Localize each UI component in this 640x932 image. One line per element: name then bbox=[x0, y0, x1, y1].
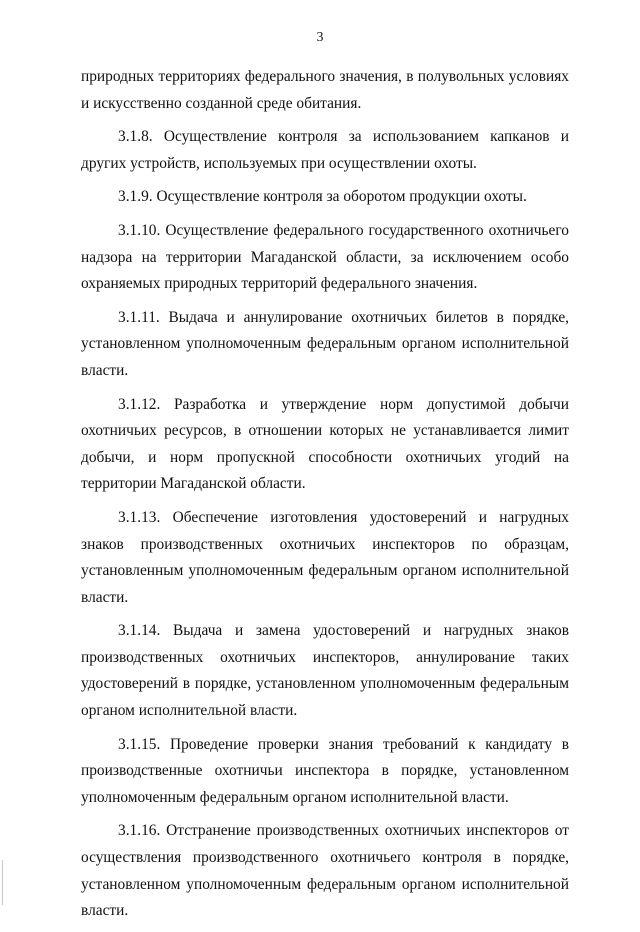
paragraph-continuation: природных территориях федерального значения, в полувольных условиях и искусственно созданной среде обитания. bbox=[81, 68, 569, 112]
paragraph-3-1-9: 3.1.9. Осуществление контроля за оборотом продукции охоты. bbox=[118, 188, 527, 206]
paragraph-3-1-13: 3.1.13. Обеспечение изготовления удостоверений и нагрудных знаков производственных охотничьих инспекторов по образцам, установленным уполномоченным федеральным органом исполнительной власти. bbox=[81, 508, 569, 606]
paragraph-3-1-14: 3.1.14. Выдача и замена удостоверений и нагрудных знаков производственных охотничьих инспекторов, аннулирование таких удостоверений в порядке, установленном уполномоченным федеральным органом исполнительной власти. bbox=[81, 622, 569, 720]
paragraph-3-1-10: 3.1.10. Осуществление федерального государственного охотничьего надзора на территории Магаданской области, за исключением особо охраняемых природных территорий федерального значения. bbox=[81, 221, 569, 293]
paragraph-3-1-11: 3.1.11. Выдача и аннулирование охотничьих билетов в порядке, установленном уполномоченным федеральным органом исполнительной власти. bbox=[81, 308, 569, 379]
document-body bbox=[81, 64, 569, 932]
paragraph-3-1-8: 3.1.8. Осуществление контроля за использованием капканов и других устройств, используемых при осуществлении охоты. bbox=[81, 128, 569, 172]
paragraph-3-1-15: 3.1.15. Проведение проверки знания требований к кандидату в производственные охотничьи инспектора в порядке, установленном уполномоченным федеральным органом исполнительной власти. bbox=[81, 735, 569, 806]
scan-edge-line bbox=[2, 860, 3, 905]
page-number: 3 bbox=[316, 30, 324, 45]
paragraph-3-1-16: 3.1.16. Отстранение производственных охотничьих инспекторов от осуществления производственного охотничьего контроля в порядке, установленном уполномоченным федеральным органом исполнительной власти. bbox=[81, 822, 569, 920]
paragraph-3-1-12: 3.1.12. Разработка и утверждение норм допустимой добычи охотничьих ресурсов, в отношении которых не устанавливается лимит добычи, и норм пропускной способности охотничьих угодий на территории Магаданской области. bbox=[81, 395, 569, 493]
